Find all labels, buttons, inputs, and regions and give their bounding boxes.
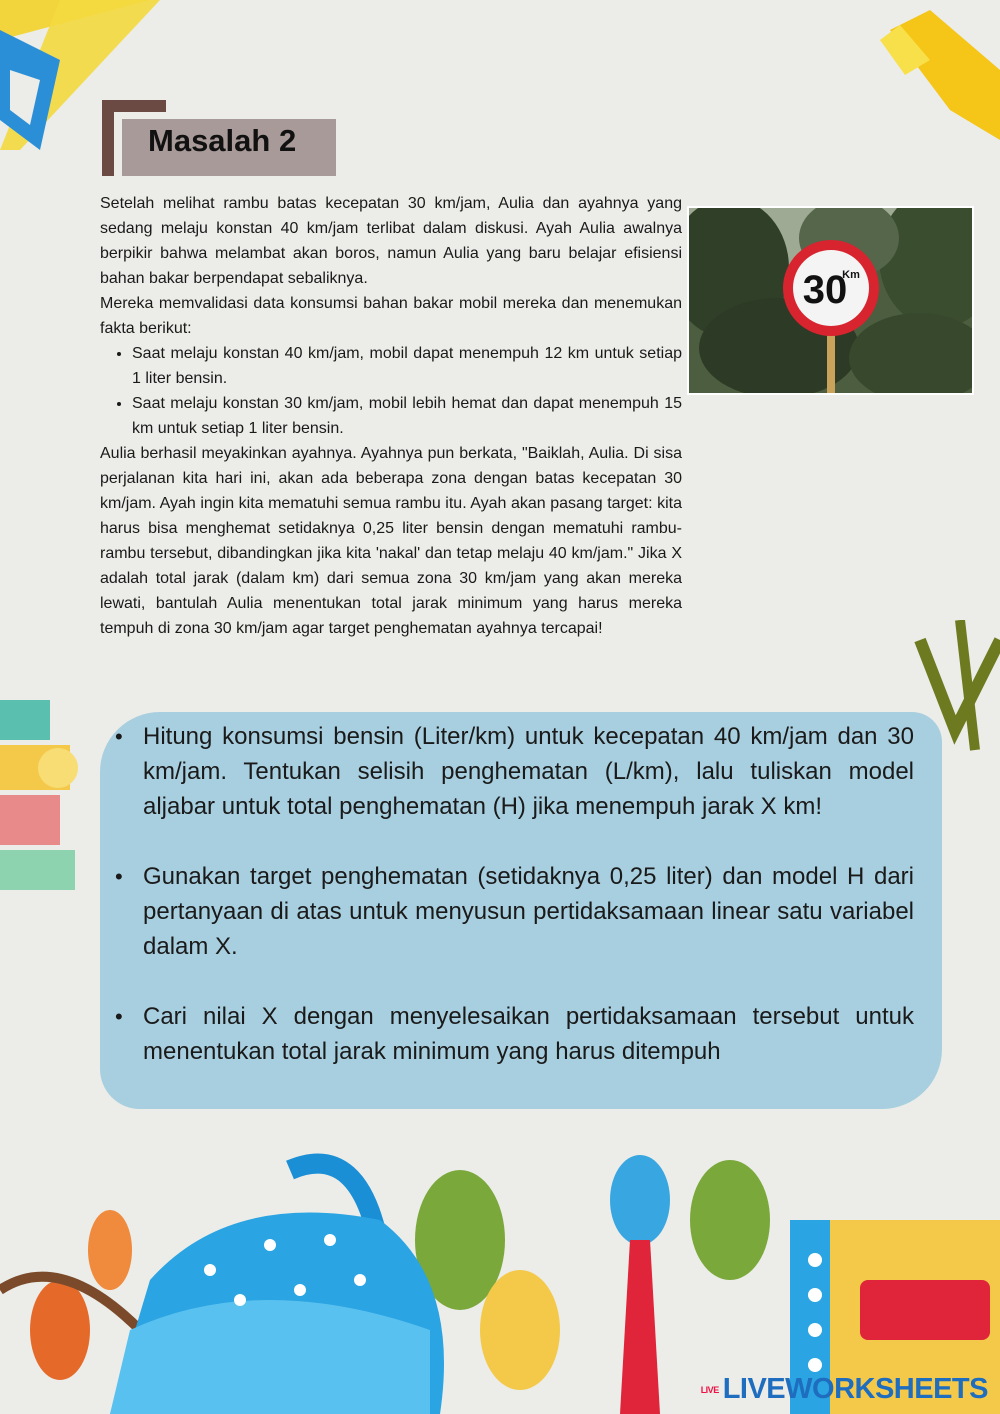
books-decoration — [0, 690, 90, 900]
watermark-logo-icon: LIVE — [700, 1384, 719, 1395]
fact-item: • Saat melaju konstan 40 km/jam, mobil dapat menempuh 12 km untuk setiap 1 liter bensin. — [132, 341, 682, 391]
title-bracket-left — [102, 100, 114, 176]
speed-limit-sign-photo — [687, 206, 974, 395]
story-text — [100, 191, 682, 641]
fact-item: • Saat melaju konstan 30 km/jam, mobil lebih hemat dan dapat menempuh 15 km untuk setiap 1 liter bensin. — [132, 391, 682, 441]
question-item: • Hitung konsumsi bensin (Liter/km) untuk kecepatan 40 km/jam dan 30 km/jam. Tentukan selisih penghematan (L/km), lalu tuliskan model aljabar untuk total penghematan (H) jika menempuh jarak X km! — [143, 719, 914, 824]
story-paragraph-3: Aulia berhasil meyakinkan ayahnya. Ayahnya pun berkata, "Baiklah, Aulia. Di sisa perjalanan kita hari ini, akan ada beberapa zona dengan batas kecepatan 30 km/jam. Ayah ingin kita mematuhi semua rambu itu. Ayah akan pasang target: kita harus bisa menghemat setidaknya 0,25 liter bensin dengan mematuhi rambu-rambu tersebut, dibandingkan jika kita 'nakal' dan tetap melaju 40 km/jam." Jika X adalah total jarak (dalam km) dari semua zona 30 km/jam yang akan mereka lewati, bantulah Aulia menentukan total jarak minimum yang harus mereka tempuh di zona 30 km/jam agar target penghematan ayahnya tercapai! — [100, 445, 682, 637]
questions-list — [143, 719, 914, 1104]
question-item: • Cari nilai X dengan menyelesaikan pertidaksamaan tersebut untuk menentukan total jarak minimum yang harus ditempuh — [143, 999, 914, 1069]
story-paragraph-2: Mereka memvalidasi data konsumsi bahan bakar mobil mereka dan menemukan fakta berikut: — [100, 295, 682, 337]
page-title: Masalah 2 — [148, 123, 297, 158]
sign-number: 30 — [802, 268, 848, 312]
watermark-text: LIVEWORKSHEETS — [722, 1373, 988, 1405]
facts-list — [100, 341, 682, 441]
liveworksheets-watermark — [701, 1373, 988, 1406]
school-supplies-decoration — [0, 1130, 1000, 1414]
story-paragraph-1: Setelah melihat rambu batas kecepatan 30 km/jam, Aulia dan ayahnya yang sedang melaju konstan 40 km/jam terlibat dalam diskusi. Ayah Aulia awalnya berpikir bahwa melambat akan boros, namun Aulia yang baru belajar efisiensi bahan bakar berpendapat sebaliknya. — [100, 195, 682, 287]
highlighter-decoration — [870, 0, 1000, 150]
sign-unit: Km — [842, 269, 860, 281]
question-item: • Gunakan target penghematan (setidaknya 0,25 liter) dan model H dari pertanyaan di atas untuk menyusun pertidaksamaan linear satu variabel dalam X. — [143, 859, 914, 964]
